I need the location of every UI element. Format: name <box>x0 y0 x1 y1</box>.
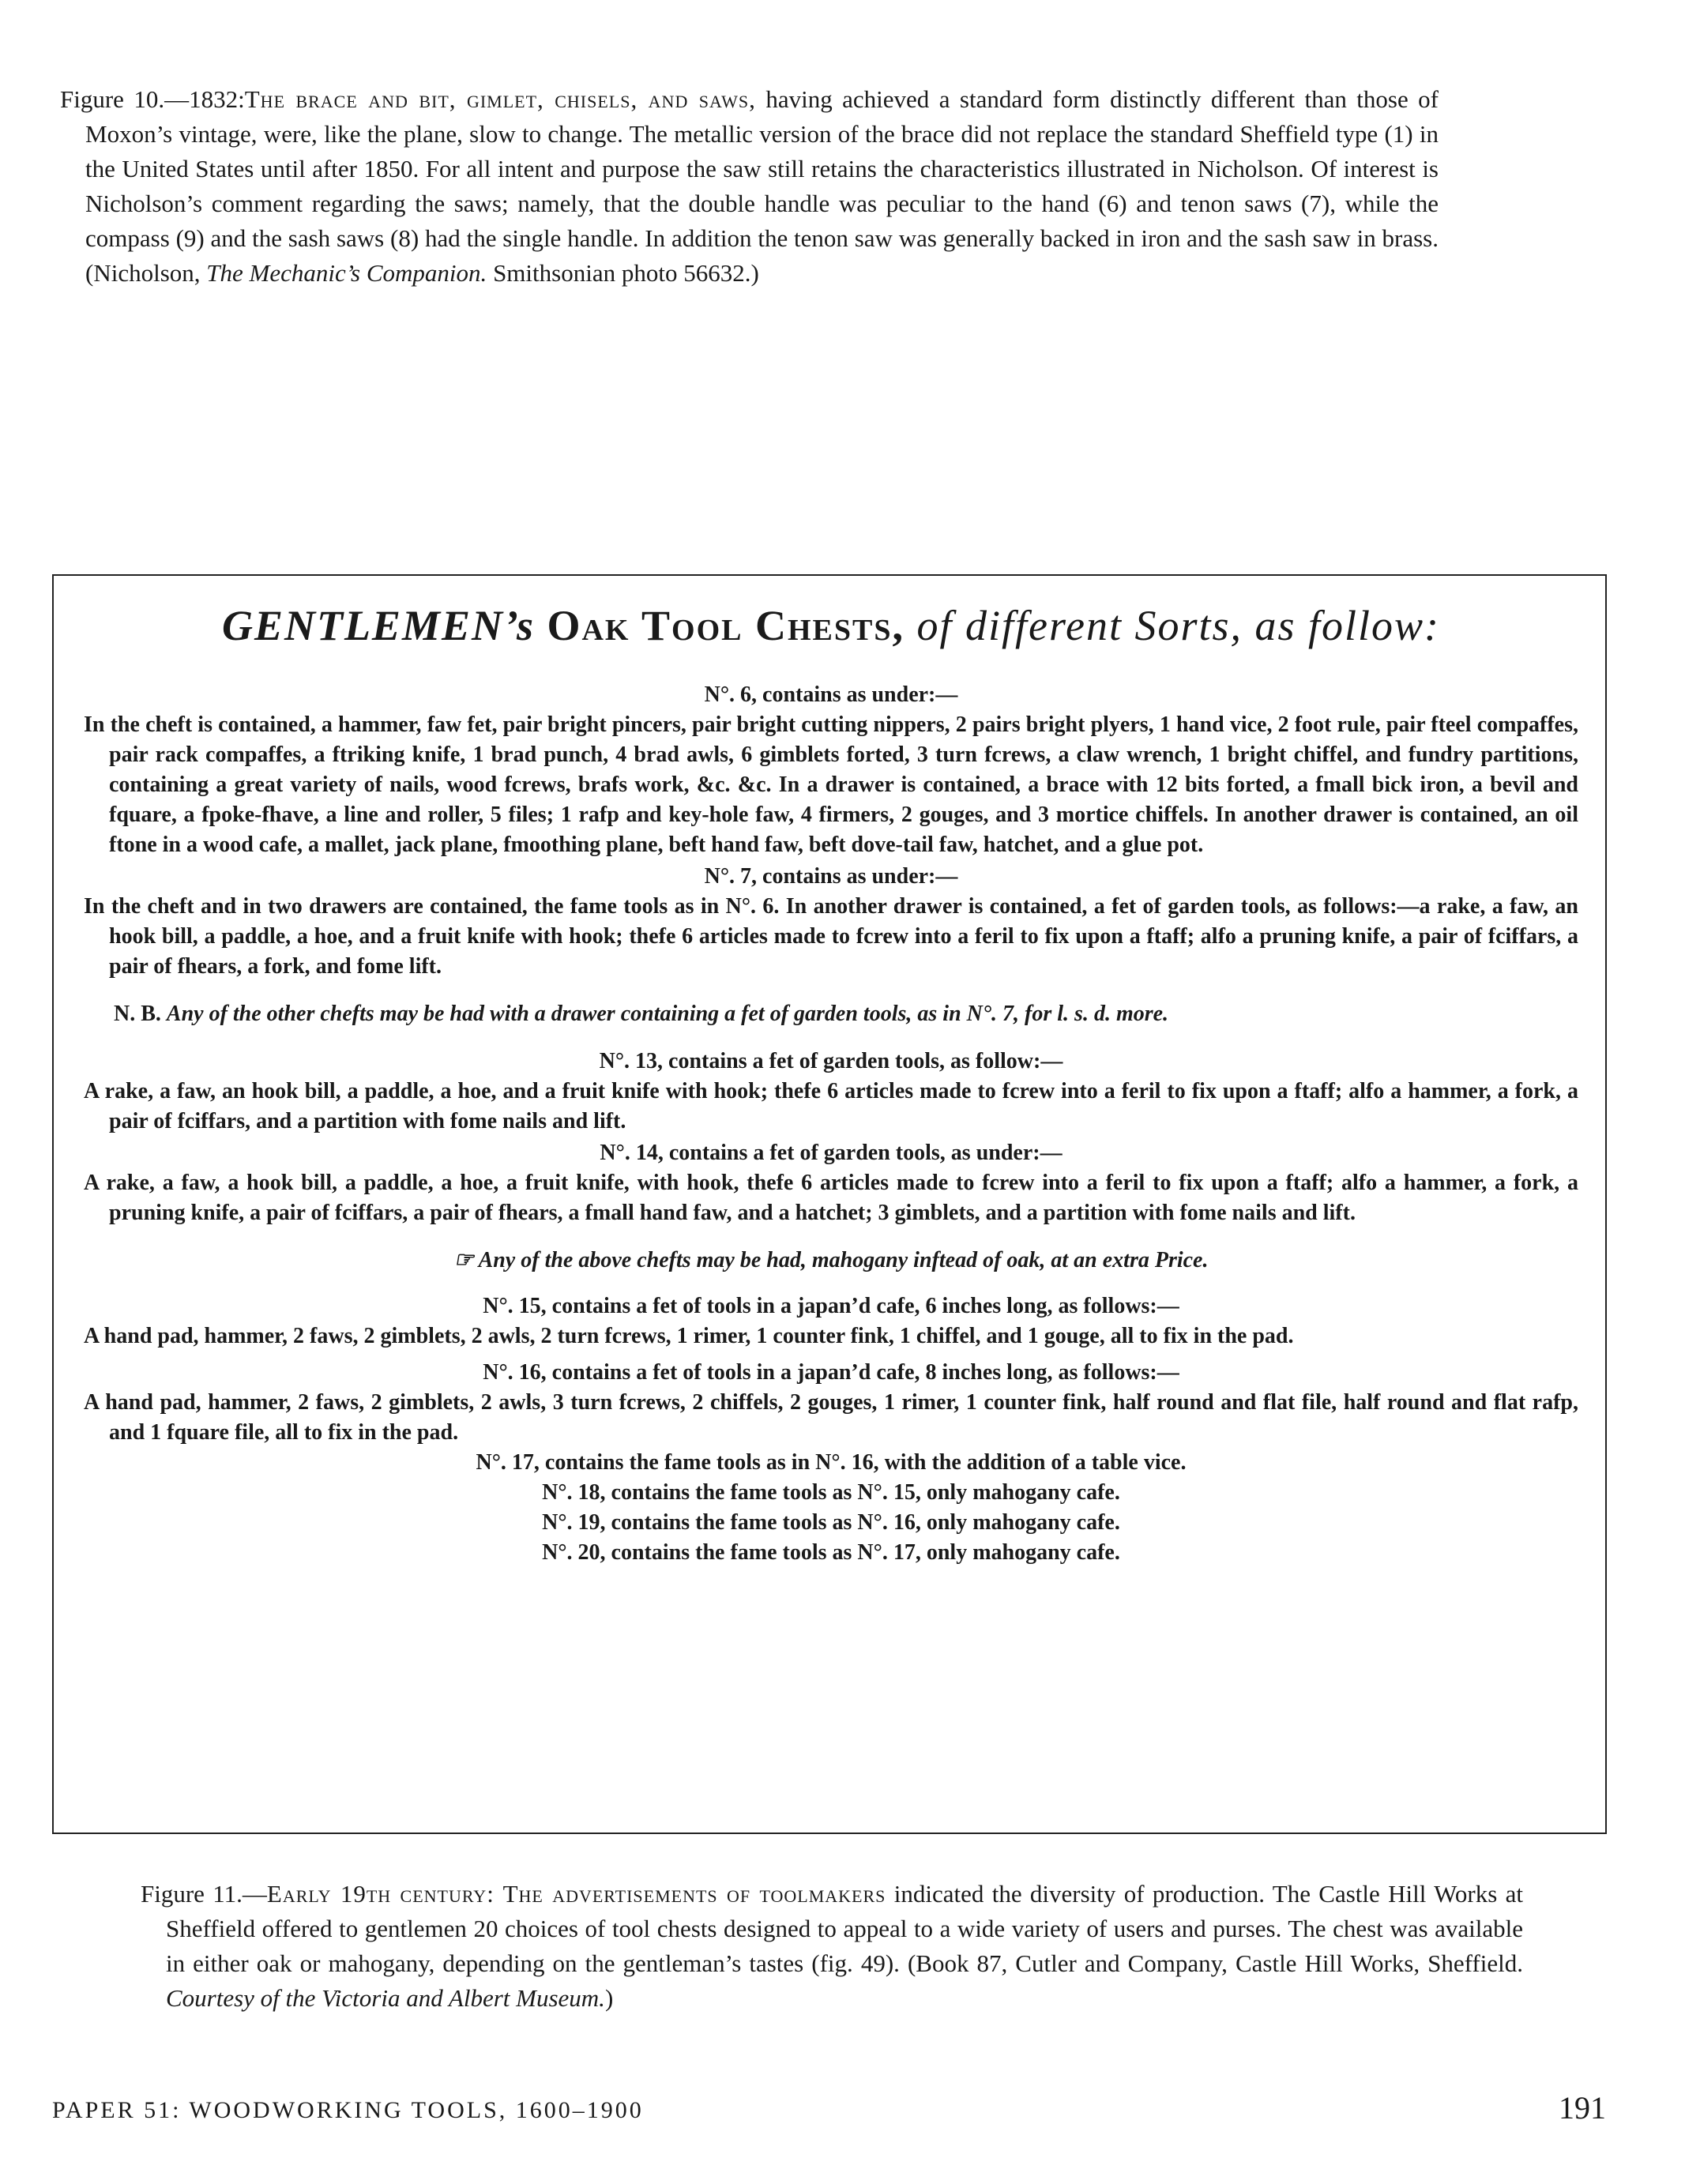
mahogany-note: ☞ Any of the above chefts may be had, mahogany inftead of oak, at an extra Price. <box>453 1248 1209 1272</box>
figure-11-tail: ) <box>604 1984 614 2012</box>
item-17-line: N°. 17, contains the fame tools as in N°. 16, with the addition of a table vice. <box>476 1450 1187 1475</box>
title-part-c: of different Sorts, as follow: <box>916 602 1441 649</box>
item-6-heading: N°. 6, contains as under:— <box>704 682 958 707</box>
figure-10-label: Figure 10.—1832: <box>60 85 245 113</box>
figure-10-tail: Smithsonian photo 56632.) <box>487 259 759 287</box>
item-15-heading: N°. 15, contains a fet of tools in a japan’d cafe, 6 inches long, as follows:— <box>483 1294 1179 1318</box>
title-part-b: Oak Tool Chests, <box>547 602 905 649</box>
figure-10-text: having achieved a standard form distinctly different than those of Moxon’s vintage, were, like the plane, slow to change. The metallic version of the brace did not replace the standard Sheffield type (1) in the United States until after 1850. For all intent and purpose the saw still retains the characteristics illustrated in Nicholson. Of interest is Nicholson’s comment regarding the saws; namely, that the double handle was peculiar to the hand (6) and tenon saws (7), while the compass (9) and the sash saws (8) had the single handle. In addition the tenon saw was generally backed in iron and the sash saw in brass. (Nicholson, <box>85 85 1439 287</box>
nb-text: Any of the other chefts may be had with a drawer containing a fet of garden tools, as in N°. 7, for l. s. d. more. <box>166 1002 1169 1026</box>
title-part-a: GENTLEMEN’s <box>221 602 535 649</box>
item-6-body: In the cheft is contained, a hammer, faw fet, pair bright pincers, pair bright cutting nippers, 2 pairs bright plyers, 1 hand vice, 2 foot rule, pair fteel compaffes, pair rack compaffes, a ftriking knife, 1 brad punch, 4 brad awls, 6 gimblets forted, 3 turn fcrews, a claw wrench, 1 bright chiffel, and fundry partitions, containing a great variety of nails, wood fcrews, brafs work, &c. &c. In a drawer is contained, a brace with 12 bits forted, a fmall bick iron, a bevil and fquare, a fpoke-fhave, a line and roller, 5 files; 1 rafp and key-hole faw, 4 firmers, 2 gouges, and 3 mortice chiffels. In another drawer is contained, an oil ftone in a wood cafe, a mallet, jack plane, fmoothing plane, beft hand faw, beft dove-tail faw, hatchet, and a glue pot. <box>84 712 1578 857</box>
item-13-heading: N°. 13, contains a fet of garden tools, as follow:— <box>599 1049 1063 1073</box>
item-20-line: N°. 20, contains the fame tools as N°. 17, only mahogany cafe. <box>542 1540 1120 1565</box>
running-footer: PAPER 51: WOODWORKING TOOLS, 1600–1900 <box>52 2097 644 2123</box>
nota-bene <box>114 999 1578 1029</box>
nb-label: N. B. <box>114 1002 161 1026</box>
advertisement-title <box>84 598 1578 653</box>
advertisement-box <box>52 574 1607 1834</box>
figure-11-text: indicated the diversity of production. The Castle Hill Works at Sheffield offered to gentlemen 20 choices of tool chests designed to appeal to a wide variety of users and purses. The chest was available in either oak or mahogany, depending on the gentleman’s tastes (fig. 49). (Book 87, Cutler and Company, Castle Hill Works, Sheffield. <box>166 1880 1524 1977</box>
item-16-heading: N°. 16, contains a fet of tools in a japan’d cafe, 8 inches long, as follows:— <box>483 1360 1179 1385</box>
figure-11-credit: Courtesy of the Victoria and Albert Museum. <box>166 1984 605 2012</box>
item-19-line: N°. 19, contains the fame tools as N°. 16, only mahogany cafe. <box>542 1510 1120 1535</box>
item-13-body: A rake, a faw, an hook bill, a paddle, a hoe, and a fruit knife with hook; thefe 6 articles made to fcrew into a feril to fix upon a ftaff; alfo a hammer, a fork, a pair of fciffars, and a partition with fome nails and lift. <box>84 1079 1578 1133</box>
item-14-body: A rake, a faw, a hook bill, a paddle, a hoe, a fruit knife, with hook, thefe 6 articles made to fcrew into a feril to fix upon a ftaff; alfo a hammer, a fork, a pruning knife, a pair of fciffars, a pair of fhears, a fmall hand faw, and a hatchet; 3 gimblets, and a partition with fome nails and lift. <box>84 1171 1578 1225</box>
figure-11-label: Figure 11.— <box>141 1880 267 1908</box>
figure-10-heading: The brace and bit, gimlet, chisels, and saws, <box>244 85 756 113</box>
item-15-body: A hand pad, hammer, 2 faws, 2 gimblets, 2 awls, 2 turn fcrews, 1 rimer, 1 counter fink, 1 chiffel, and 1 gouge, all to fix in the pad. <box>84 1324 1294 1348</box>
item-18-line: N°. 18, contains the fame tools as N°. 15, only mahogany cafe. <box>542 1480 1120 1505</box>
item-14-heading: N°. 14, contains a fet of garden tools, as under:— <box>600 1141 1063 1165</box>
page-number: 191 <box>1559 2090 1606 2126</box>
figure-10-source-title: The Mechanic’s Companion. <box>206 259 487 287</box>
item-7-body: In the cheft and in two drawers are contained, the fame tools as in N°. 6. In another drawer is contained, a fet of garden tools, as follows:—a rake, a faw, an hook bill, a paddle, a hoe, and a fruit knife with hook; thefe 6 articles made to fcrew into a feril to fix upon a ftaff; alfo a pruning knife, a pair of fciffars, a pair of fhears, a fork, and fome lift. <box>84 894 1578 979</box>
figure-11-heading: Early 19th century: The advertisements of toolmakers <box>266 1880 886 1908</box>
figure-10-caption <box>60 82 1439 291</box>
item-16-body: A hand pad, hammer, 2 faws, 2 gimblets, 2 awls, 3 turn fcrews, 2 chiffels, 2 gouges, 1 rimer, 1 counter fink, half round and flat file, half round and flat rafp, and 1 fquare file, all to fix in the pad. <box>84 1390 1578 1445</box>
figure-11-caption <box>141 1877 1524 2016</box>
item-7-heading: N°. 7, contains as under:— <box>704 864 958 889</box>
